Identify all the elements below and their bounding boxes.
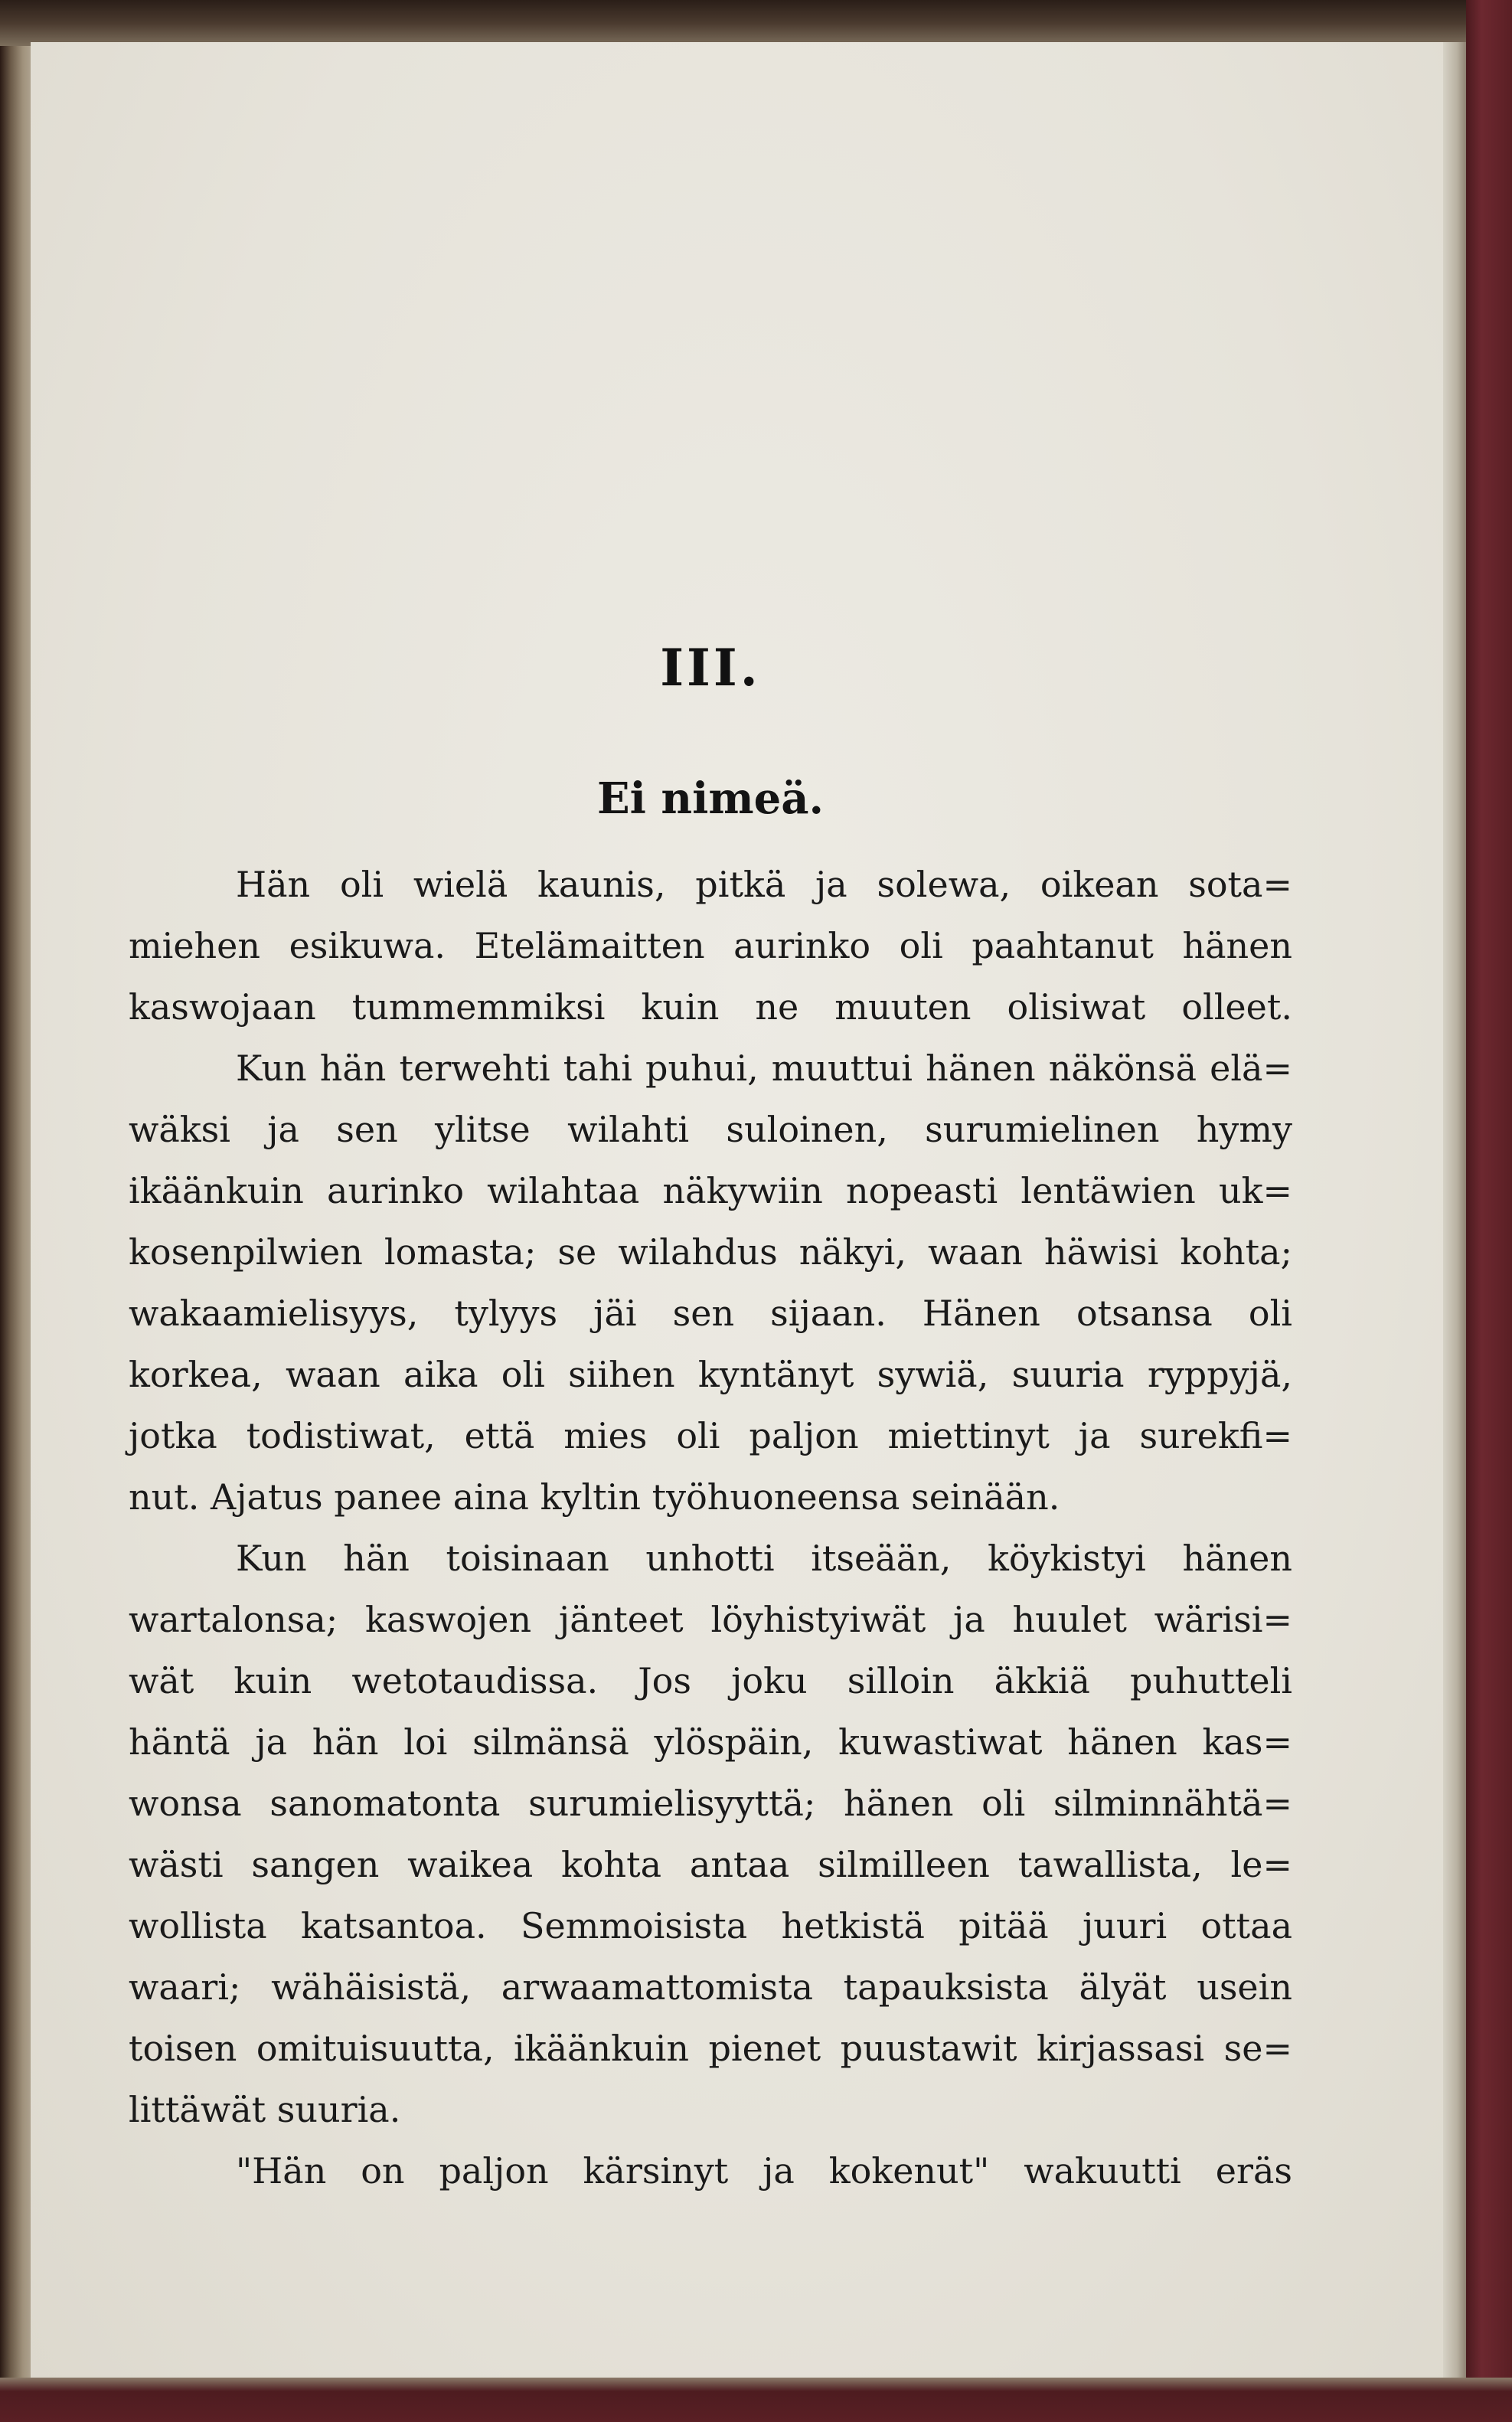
text-line-4: Kun hän terwehti tahi puhui, muuttui hänen näkönsä elä= — [236, 1048, 1292, 1089]
text-line-12: Kun hän toisinaan unhotti itseään, köykistyi hänen — [236, 1538, 1292, 1579]
text-line-5: wäksi ja sen ylitse wilahti suloinen, surumielinen hymy — [129, 1109, 1292, 1150]
chapter-number: III. — [660, 638, 761, 698]
text-line-13: wartalonsa; kaswojen jänteet löyhistyiwät ja huulet wärisi= — [129, 1599, 1292, 1640]
text-line-10: jotka todistiwat, että mies oli paljon miettinyt ja surekfi= — [129, 1415, 1292, 1456]
text-line-3: kaswojaan tummemmiksi kuin ne muuten olisiwat olleet. — [129, 986, 1292, 1028]
text-line-17: wästi sangen waikea kohta antaa silmilleen tawallista, le= — [129, 1844, 1292, 1885]
text-line-19: waari; wähäisistä, arwaamattomista tapauksista älyät usein — [129, 1966, 1292, 2008]
text-line-1: Hän oli wielä kaunis, pitkä ja solewa, oikean sota= — [236, 864, 1292, 905]
text-line-15: häntä ja hän loi silmänsä ylöspäin, kuwastiwat hänen kas= — [129, 1721, 1292, 1763]
book-cover-edge — [1466, 0, 1512, 2422]
text-line-2: miehen esikuwa. Etelämaitten aurinko oli paahtanut hänen — [129, 925, 1292, 966]
scan-bottom-border — [0, 2378, 1512, 2422]
text-line-22: "Hän on paljon kärsinyt ja kokenut" wakuutti eräs — [236, 2150, 1292, 2192]
text-line-7: kosenpilwien lomasta; se wilahdus näkyi, waan häwisi kohta; — [129, 1231, 1292, 1273]
book-page — [31, 42, 1466, 2378]
text-line-16: wonsa sanomatonta surumielisyyttä; hänen oli silminnähtä= — [129, 1783, 1292, 1824]
text-line-21: littäwät suuria. — [129, 2089, 401, 2130]
text-line-20: toisen omituisuutta, ikäänkuin pienet puustawit kirjassasi se= — [129, 2028, 1292, 2069]
chapter-title: Ei nimeä. — [596, 773, 825, 824]
page-edge-shadow — [1443, 42, 1466, 2378]
text-line-18: wollista katsantoa. Semmoisista hetkistä pitää juuri ottaa — [129, 1905, 1292, 1946]
text-line-9: korkea, waan aika oli siihen kyntänyt sywiä, suuria ryppyjä, — [129, 1354, 1292, 1395]
text-line-14: wät kuin wetotaudissa. Jos joku silloin äkkiä puhutteli — [129, 1660, 1292, 1701]
text-line-8: wakaamielisyys, tylyys jäi sen sijaan. Hänen otsansa oli — [129, 1293, 1292, 1334]
text-line-11: nut. Ajatus panee aina kyltin työhuoneensa seinään. — [129, 1476, 1060, 1518]
scan-top-border — [0, 0, 1512, 46]
text-line-6: ikäänkuin aurinko wilahtaa näkywiin nopeasti lentäwien uk= — [129, 1170, 1292, 1211]
